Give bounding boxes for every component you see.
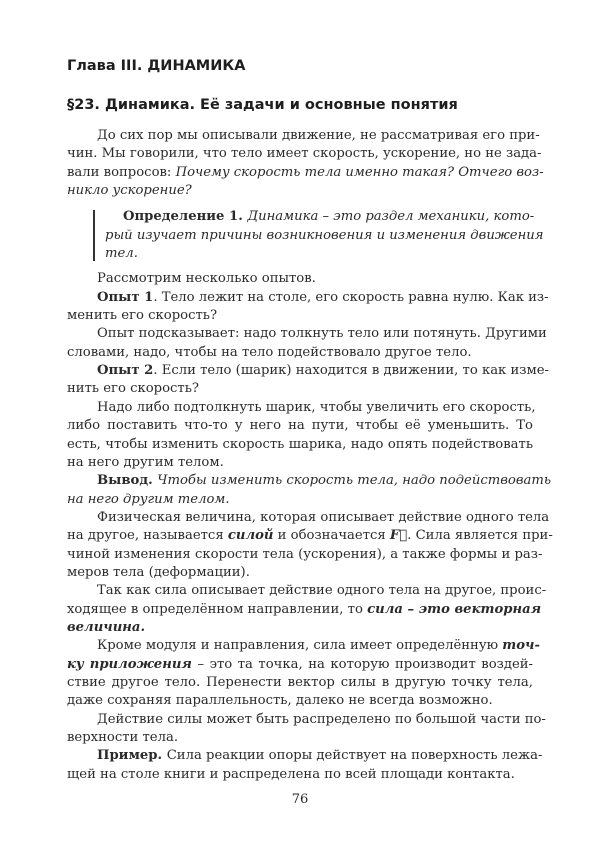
emphasis-run: Опыт 1 xyxy=(97,289,154,305)
emphasis-run: Пример. xyxy=(97,748,167,764)
text-run: чин. Мы говорили, что тело имеет скорость, ускорение, но не зада- xyxy=(67,146,542,162)
emphasis-run: рый изучает причины возникновения и изменения движения xyxy=(105,227,544,243)
text-run: меров тела (деформации). xyxy=(67,564,250,580)
emphasis-run: точ- xyxy=(502,638,540,654)
text-line xyxy=(67,564,533,582)
emphasis-run: сила – это векторная xyxy=(367,601,542,617)
paragraph xyxy=(67,325,547,362)
text-run: верхности тела. xyxy=(67,730,179,745)
emphasis-run: никло ускорение? xyxy=(67,183,192,199)
text-line xyxy=(67,527,553,545)
text-run: Сила реакции опоры действует на поверхность лежа- xyxy=(166,748,543,764)
text-line xyxy=(67,472,552,490)
text-run: щей на столе книги и распределена по всей площади контакта. xyxy=(67,766,515,782)
text-line xyxy=(105,245,533,263)
text-line xyxy=(67,637,540,655)
chapter-title: Глава III. ДИНАМИКА xyxy=(67,58,246,74)
text-run: на другое, называется xyxy=(67,528,228,544)
paragraph xyxy=(67,582,547,637)
emphasis-run: Чтобы изменить скорость тела, надо подействовать xyxy=(157,473,552,489)
text-run: есть, чтобы изменить скорость шарика, надо опять подействовать xyxy=(67,436,533,452)
text-run: Надо либо подтолкнуть шарик, чтобы увеличить его скорость, xyxy=(97,399,536,415)
emphasis-run: ку приложения xyxy=(67,656,192,672)
text-line xyxy=(67,582,547,600)
paragraph xyxy=(67,637,540,710)
text-line xyxy=(67,656,533,674)
text-line xyxy=(67,270,533,288)
text-run: . Тело лежит на столе, его скорость равна нулю. Как из- xyxy=(153,289,549,305)
emphasis-run: силой xyxy=(227,528,274,544)
emphasis-run: Почему скорость тела именно такая? Отчего воз- xyxy=(175,164,544,180)
paragraph xyxy=(67,289,549,326)
text-line xyxy=(67,747,543,765)
text-line xyxy=(67,601,542,619)
text-line xyxy=(105,227,544,245)
text-run: менить его скорость? xyxy=(67,308,218,324)
paragraph xyxy=(67,399,536,472)
body-text xyxy=(67,127,553,784)
text-line xyxy=(67,380,533,398)
paragraph xyxy=(67,362,549,399)
text-line xyxy=(67,307,533,325)
emphasis-run: Определение 1. xyxy=(123,209,248,225)
text-run: ствие другое тело. Перенести вектор силы в другую точку тела, xyxy=(67,674,533,690)
paragraph xyxy=(67,747,543,784)
text-line xyxy=(67,164,544,182)
text-run: чиной изменения скорости тела (ускорения), а также формы и раз- xyxy=(67,546,543,562)
text-run: даже сохраняя параллельность, далеко не всегда возможно. xyxy=(67,693,493,709)
paragraph xyxy=(67,127,544,200)
text-line xyxy=(67,344,533,362)
emphasis-run: F⃗ xyxy=(389,528,408,544)
text-line xyxy=(67,509,550,527)
emphasis-run: на него другим телом. xyxy=(67,491,230,507)
text-run: Так как сила описывает действие одного тела на другое, проис- xyxy=(97,583,547,599)
paragraph xyxy=(67,509,553,582)
definition-block xyxy=(105,208,544,263)
text-run: ходящее в определённом направлении, то xyxy=(67,601,368,617)
page-number: 76 xyxy=(291,792,309,807)
text-line xyxy=(67,325,547,343)
text-line xyxy=(67,619,533,637)
text-run: вали вопросов: xyxy=(67,164,176,180)
text-line xyxy=(67,362,549,380)
text-run: Кроме модуля и направления, сила имеет определённую xyxy=(97,638,503,654)
text-line xyxy=(67,674,533,692)
text-line xyxy=(67,127,540,145)
emphasis-run: Вывод. xyxy=(97,473,158,489)
text-run: либо поставить что-то у него на пути, чтобы её уменьшить. То xyxy=(67,418,533,434)
emphasis-run: Опыт 2 xyxy=(97,363,154,379)
text-run: на него другим телом. xyxy=(67,454,224,470)
text-line xyxy=(67,766,533,784)
text-line xyxy=(67,454,533,472)
section-title: §23. Динамика. Её задачи и основные понятия xyxy=(67,97,458,113)
text-line xyxy=(67,417,533,435)
paragraph xyxy=(67,472,552,509)
text-run: – это та точка, на которую производит воздей- xyxy=(191,656,533,672)
text-line xyxy=(67,436,533,454)
text-line xyxy=(67,491,533,509)
emphasis-run: Динамика – это раздел механики, кото- xyxy=(247,209,535,225)
text-line xyxy=(67,729,533,747)
text-line xyxy=(67,145,542,163)
text-run: словами, надо, чтобы на тело подействовало другое тело. xyxy=(67,344,472,360)
paragraph xyxy=(67,711,546,748)
text-line xyxy=(67,289,549,307)
text-line xyxy=(67,711,546,729)
text-line xyxy=(67,692,533,710)
text-run: Физическая величина, которая описывает действие одного тела xyxy=(97,509,550,525)
paragraph xyxy=(67,270,533,288)
text-run: Действие силы может быть распределено по большой части по- xyxy=(97,711,546,727)
text-run: . Сила является при- xyxy=(407,528,553,544)
text-run: и обозначается xyxy=(273,528,390,544)
text-line xyxy=(105,208,533,226)
text-line xyxy=(67,399,536,417)
text-line xyxy=(67,546,543,564)
text-line xyxy=(67,182,533,200)
emphasis-run: тел. xyxy=(105,246,138,262)
text-run: нить его скорость? xyxy=(67,381,199,397)
text-run: . Если тело (шарик) находится в движении, то как изме- xyxy=(153,363,549,379)
emphasis-run: величина. xyxy=(67,619,146,635)
text-run: До сих пор мы описывали движение, не рассматривая его при- xyxy=(97,128,540,143)
text-run: Рассмотрим несколько опытов. xyxy=(97,271,316,287)
text-run: Опыт подсказывает: надо толкнуть тело или потянуть. Другими xyxy=(97,326,547,342)
